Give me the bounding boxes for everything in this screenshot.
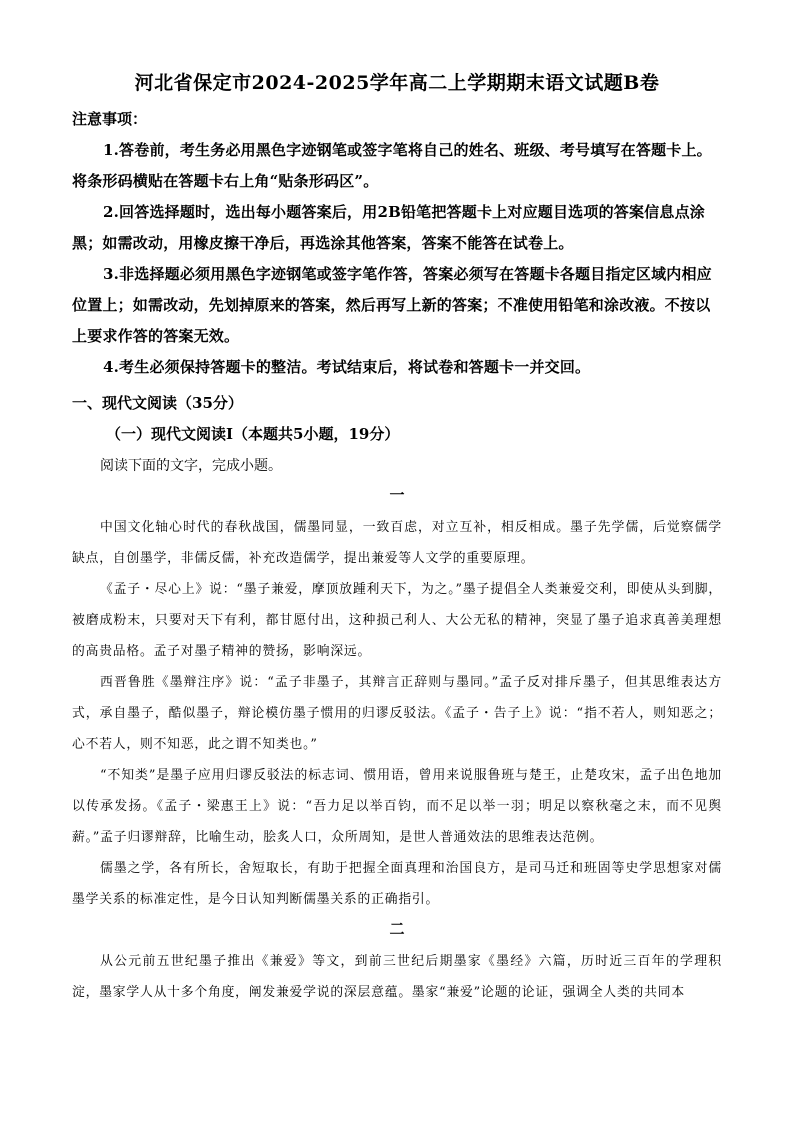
passage-paragraph: 从公元前五世纪墨子推出《兼爱》等文，到前三世纪后期墨家《墨经》六篇，历时近三百年的学理积淀，墨家学人从十多个角度，阐发兼爱学说的深层意蕴。墨家“兼爱”论题的论证，强调全人类的共同本 xyxy=(72,954,722,1000)
passage-paragraph: “不知类”是墨子应用归谬反驳法的标志词、惯用语，曾用来说服鲁班与楚王，止楚攻宋，孟子出色地加以传承发扬。《孟子・梁惠王上》说：“吾力足以举百钧，而不足以举一羽；明足以察秋毫之末，而不见舆薪。”孟子归谬辩辞，比喻生动，脍炙人口，众所周知，是世人普通效法的思维表达范例。 xyxy=(72,768,722,845)
passage-paragraph: 西晋鲁胜《墨辩注序》说：“孟子非墨子，其辩言正辞则与墨同。”孟子反对排斥墨子，但其思维表达方式，承自墨子，酷似墨子，辩论模仿墨子惯用的归谬反驳法。《孟子・告子上》说：“指不若人，则知恶之；心不若人，则不知恶，此之谓不知类也。” xyxy=(72,675,722,752)
notice-item-4: 4.考生必须保持答题卡的整洁。考试结束后，将试卷和答题卡一并交回。 xyxy=(103,358,591,376)
reading-instruction: 阅读下面的文字，完成小题。 xyxy=(100,458,282,474)
part-label-2: 二 xyxy=(389,920,405,938)
passage-paragraph: 中国文化轴心时代的春秋战国，儒墨同显，一致百虑，对立互补，相反相成。墨子先学儒，后觉察儒学缺点，自创墨学，非儒反儒，补充改造儒学，提出兼爱等人文学的重要原理。 xyxy=(72,520,722,566)
passage-paragraph: 儒墨之学，各有所长，舍短取长，有助于把握全面真理和治国良方，是司马迁和班固等史学思想家对儒墨学关系的标准定性，是今日认知判断儒墨关系的正确指引。 xyxy=(72,861,722,907)
notice-heading: 注意事项： xyxy=(72,110,148,128)
section-heading: 一、现代文阅读（35分） xyxy=(72,394,243,412)
subsection-heading: （一）现代文阅读Ⅰ（本题共5小题，19分） xyxy=(106,425,400,443)
notice-item-3: 3.非选择题必须用黑色字迹钢笔或签字笔作答，答案必须写在答题卡各题目指定区域内相应位置上；如需改动，先划掉原来的答案，然后再写上新的答案；不准使用铅笔和涂改液。不按以上要求作答的答案无效。 xyxy=(72,265,712,345)
page-title: 河北省保定市2024-2025学年高二上学期期末语文试题B卷 xyxy=(134,72,660,94)
passage-paragraph: 《孟子・尽心上》说：“墨子兼爱，摩顶放踵利天下，为之。”墨子提倡全人类兼爱交利，即使从头到脚，被磨成粉末，只要对天下有利，都甘愿付出，这种损己利人、大公无私的精神，突显了墨子追求真善美理想的高贵品格。孟子对墨子精神的赞扬，影响深远。 xyxy=(72,582,722,659)
notice-item-1: 1.答卷前，考生务必用黑色字迹钢笔或签字笔将自己的姓名、班级、考号填写在答题卡上。将条形码横贴在答题卡右上角“贴条形码区”。 xyxy=(72,141,712,190)
part-label-1: 一 xyxy=(389,486,405,504)
notice-item-2: 2.回答选择题时，选出每小题答案后，用2B铅笔把答题卡上对应题目选项的答案信息点涂黑；如需改动，用橡皮擦干净后，再选涂其他答案，答案不能答在试卷上。 xyxy=(72,203,705,252)
